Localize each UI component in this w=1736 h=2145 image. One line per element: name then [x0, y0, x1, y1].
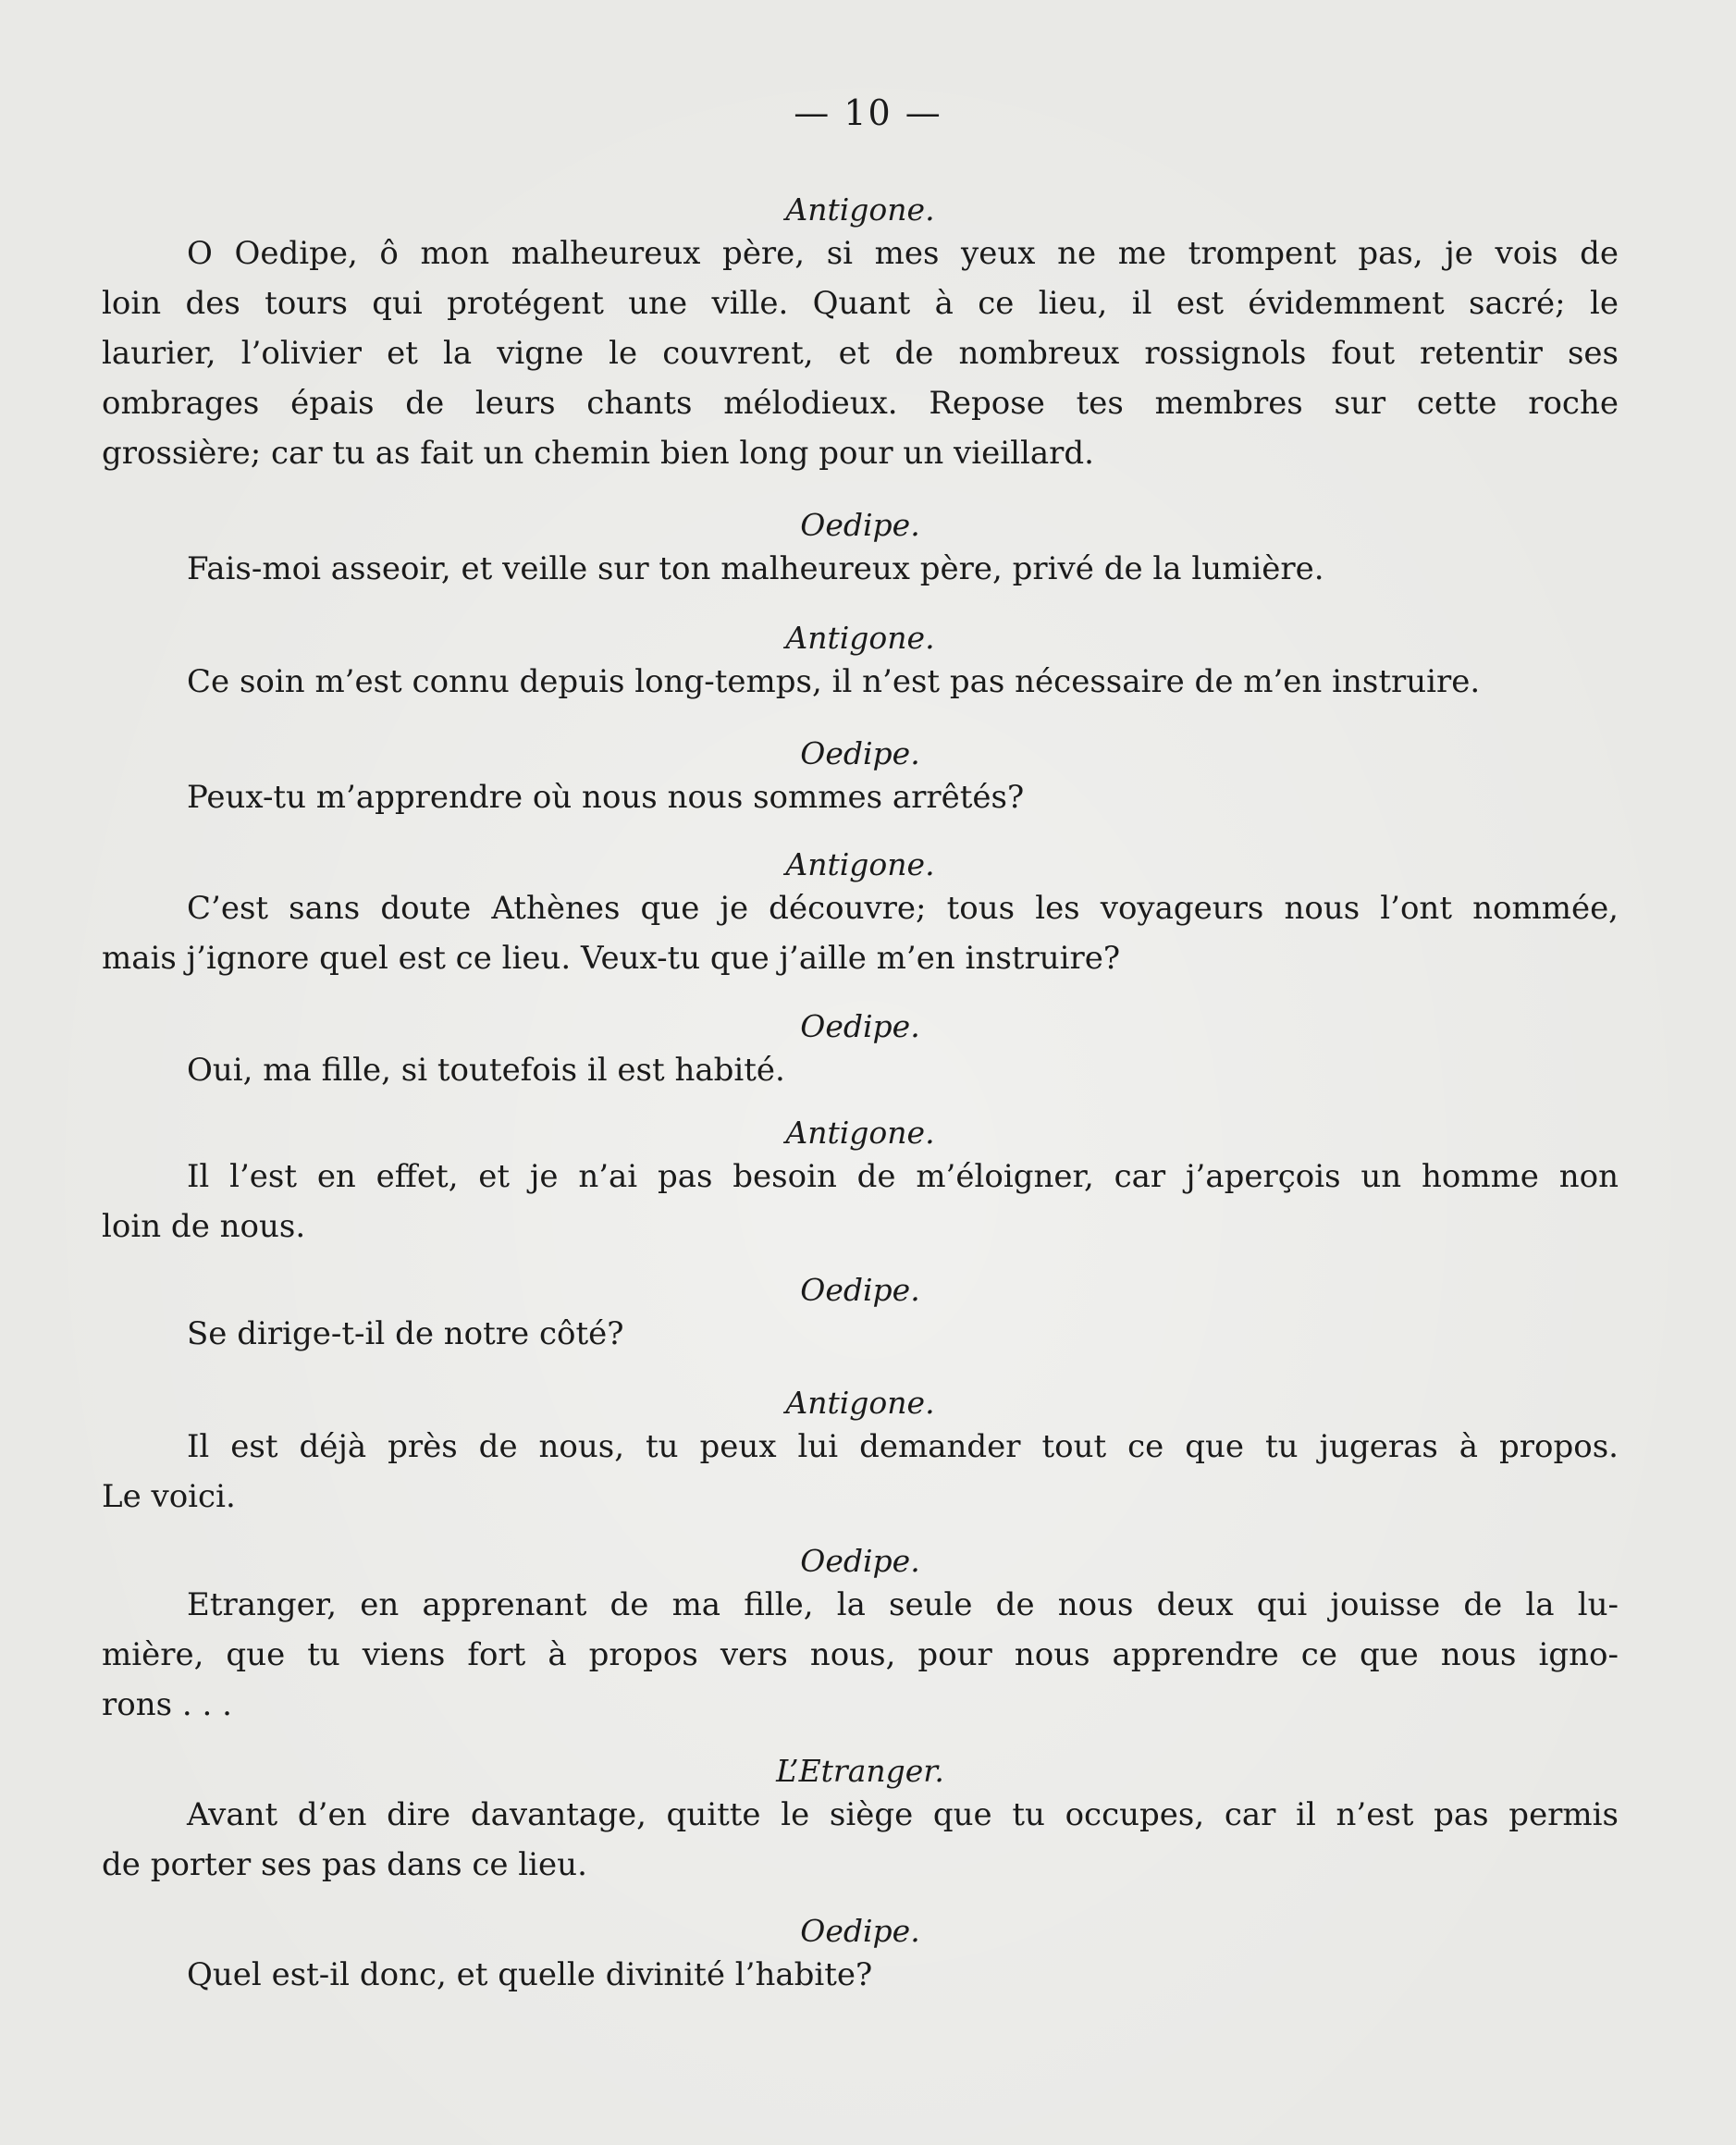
dialogue-block	[102, 507, 1619, 594]
dialogue-block	[102, 191, 1619, 478]
speaker-name: L’Etranger.	[776, 1753, 944, 1789]
dialogue-line: laurier, l’olivier et la vigne le couvrent, et de nombreux rossignols fout retentir ses	[102, 335, 1619, 372]
dialogue-line: Se dirige-t-il de notre côté?	[187, 1315, 624, 1352]
speaker-name: Oedipe.	[800, 1543, 920, 1579]
dialogue-block	[102, 1753, 1619, 1890]
dialogue-line: Fais-moi asseoir, et veille sur ton malheureux père, privé de la lumière.	[187, 550, 1324, 587]
dialogue-block	[102, 1385, 1619, 1522]
dialogue-block	[102, 1543, 1619, 1730]
dialogue-block	[102, 735, 1619, 822]
dialogue-line: mière, que tu viens fort à propos vers nous, pour nous apprendre ce que nous igno-	[102, 1636, 1619, 1673]
dialogue-block	[102, 1115, 1619, 1251]
speaker-name: Oedipe.	[800, 1008, 920, 1044]
dialogue-line: O Oedipe, ô mon malheureux père, si mes yeux ne me trompent pas, je vois de	[187, 235, 1619, 272]
dialogue-line: C’est sans doute Athènes que je découvre; tous les voyageurs nous l’ont nommée,	[187, 890, 1619, 927]
dialogue-line: rons . . .	[102, 1686, 232, 1723]
dialogue-line: Oui, ma fille, si toutefois il est habité.	[187, 1052, 785, 1089]
dialogue-line: Quel est-il donc, et quelle divinité l’habite?	[187, 1956, 873, 1993]
speaker-name: Oedipe.	[800, 507, 920, 543]
dialogue-line: ombrages épais de leurs chants mélodieux. Repose tes membres sur cette roche	[102, 385, 1619, 422]
speaker-name: Antigone.	[785, 1115, 935, 1151]
dialogue-line: Avant d’en dire davantage, quitte le siège que tu occupes, car il n’est pas permis	[187, 1796, 1619, 1833]
dialogue-line: Le voici.	[102, 1478, 236, 1515]
dialogue-line: mais j’ignore quel est ce lieu. Veux-tu que j’aille m’en instruire?	[102, 940, 1121, 977]
dialogue-line: grossière; car tu as fait un chemin bien long pour un vieillard.	[102, 435, 1094, 472]
speaker-name: Oedipe.	[800, 1913, 920, 1949]
speaker-name: Oedipe.	[800, 1272, 920, 1308]
dialogue-block	[102, 1913, 1619, 2000]
dialogue-line: Il est déjà près de nous, tu peux lui demander tout ce que tu jugeras à propos.	[187, 1428, 1619, 1465]
dialogue-block	[102, 1272, 1619, 1359]
dialogue-block	[102, 1008, 1619, 1095]
dialogue-line: Etranger, en apprenant de ma fille, la seule de nous deux qui jouisse de la lu-	[187, 1586, 1619, 1623]
speaker-name: Oedipe.	[800, 735, 920, 771]
dialogue-line: Ce soin m’est connu depuis long-temps, il n’est pas nécessaire de m’en instruire.	[187, 663, 1481, 700]
dialogue-block	[102, 846, 1619, 983]
dialogue-line: loin des tours qui protégent une ville. Quant à ce lieu, il est évidemment sacré; le	[102, 285, 1619, 322]
dialogue-line: de porter ses pas dans ce lieu.	[102, 1846, 587, 1883]
dialogue-block	[102, 620, 1619, 707]
dialogue-line: Il l’est en effet, et je n’ai pas besoin de m’éloigner, car j’aperçois un homme non	[187, 1158, 1619, 1195]
speaker-name: Antigone.	[785, 191, 935, 228]
dialogue-line: Peux-tu m’apprendre où nous nous sommes arrêtés?	[187, 779, 1025, 816]
speaker-name: Antigone.	[785, 620, 935, 656]
dialogue-line: loin de nous.	[102, 1208, 306, 1245]
speaker-name: Antigone.	[785, 1385, 935, 1421]
speaker-name: Antigone.	[785, 846, 935, 882]
page-number: — 10 —	[794, 92, 942, 133]
